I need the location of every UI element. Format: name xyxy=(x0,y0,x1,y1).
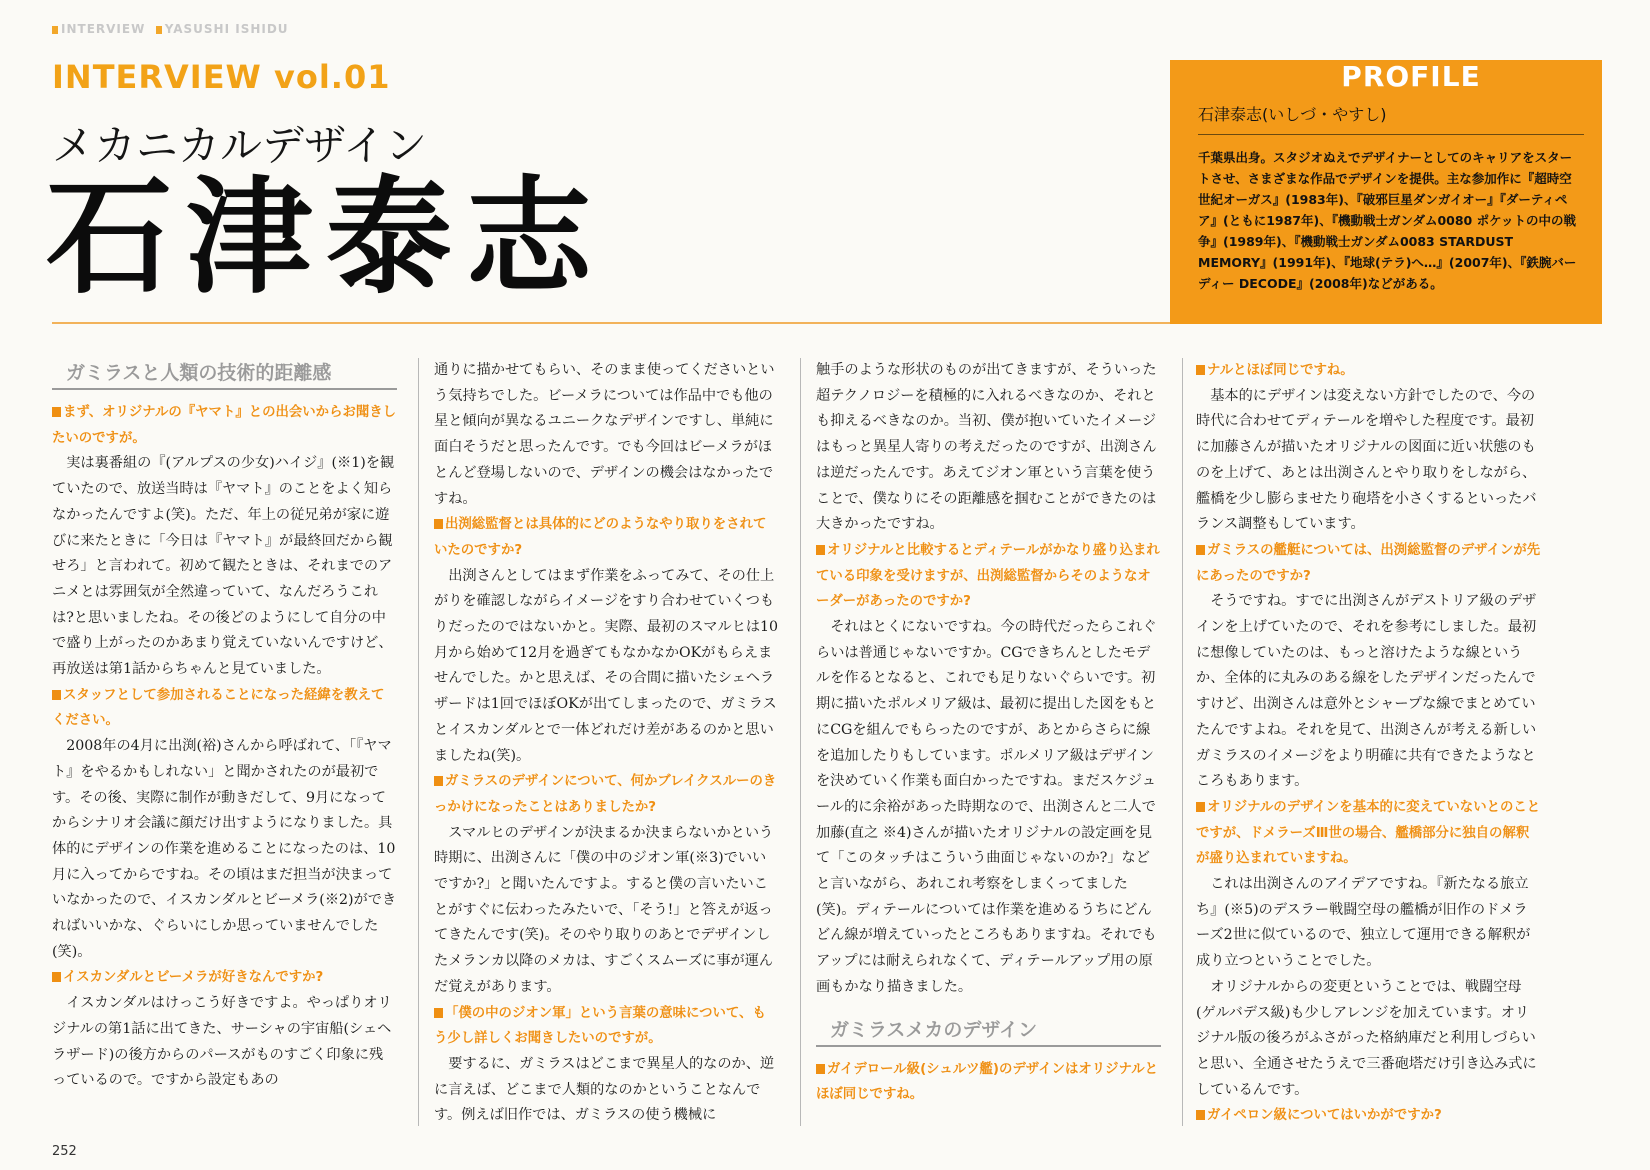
section-heading xyxy=(816,1015,1161,1047)
answer-continuation xyxy=(816,358,1161,538)
text-column-1 xyxy=(52,358,397,1128)
interview-answer xyxy=(1196,872,1541,975)
paragraph-text: 実は裏番組の『(アルプスの少女)ハイジ』(※1)を観ていたので、放送当時は『ヤマト』のことをよく知らなかったんですよ(笑)。ただ、年上の従兄弟が家に遊びに来たときに「今日は『ヤマト』が最終回だから観せろ」と言われて。初めて観たときは、それまでのアニメとは雰囲気が全然違っていて、なんだろうこれは?と思いましたね。その後どのようにして自分の中で盛り上がったのかあまり覚えていないんですけど、再放送は第1話からちゃんと見ていました。 xyxy=(52,455,395,678)
header-tag-name: YASUSHI ISHIDU xyxy=(164,22,289,36)
interview-answer xyxy=(434,564,779,770)
question-marker-icon xyxy=(816,1064,825,1074)
interview-question xyxy=(434,769,779,820)
question-marker-icon xyxy=(1196,365,1205,375)
interview-question xyxy=(1196,538,1541,589)
interviewee-name: 石津泰志 xyxy=(46,163,606,311)
paragraph-text: ガミラスと人類の技術的距離感 xyxy=(66,362,332,384)
orange-square-icon xyxy=(52,26,58,34)
paragraph-text: 触手のような形状のものが出てきますが、そういった超テクノロジーを積極的に入れるべきなのか、それとも抑えるべきなのか。当初、僕が抱いていたイメージはもっと異星人寄りの考えだったのですが、出渕さんは逆だったんです。あえてジオン軍という言葉を使うことで、僕なりにその距離感を掴むことができたのは大きかったですね。 xyxy=(816,362,1157,533)
text-column-3 xyxy=(816,358,1161,1128)
interview-question xyxy=(1196,795,1541,872)
paragraph-text: 要するに、ガミラスはどこまで異星人的なのか、逆に言えば、どこまで人類的なのかということなんです。例えば旧作では、ガミラスの使う機械に xyxy=(434,1055,775,1124)
paragraph-text: 2008年の4月に出渕(裕)さんから呼ばれて、「『ヤマト』をやるかもしれない」と聞かされたのが最初です。その後、実際に制作が動きだして、9月になってからシナリオ会議に顔だけ出すようになりました。具体的にデザインの作業を進めることになったのは、10月に入ってからですね。その頃はまだ担当が決まっていなかったので、イスカンダルとビーメラ(※2)ができればいいかな、ぐらいにしか思っていませんでした(笑)。 xyxy=(52,738,397,960)
profile-body: 千葉県出身。スタジオぬえでデザイナーとしてのキャリアをスタートさせ、さまざまな作品でデザインを提供。主な参加作に『超時空世紀オーガス』(1983年)、『破邪巨星ダンガイオー』『ダーティペア』(ともに1987年)、『機動戦士ガンダム0080 ポケットの中の戦争』(1989年)、『機動戦士ガンダム0083 STARDUST MEMORY』(1991年)、『地球(テラ)へ…』(2007年)、『鉄腕バーディー DECODE』(2008年)などがある。 xyxy=(1198,150,1577,291)
section-heading xyxy=(52,358,397,390)
paragraph-text: まず、オリジナルの『ヤマト』との出会いからお聞きしたいのですが。 xyxy=(52,405,397,446)
column-divider xyxy=(800,358,801,1126)
interview-question xyxy=(52,965,397,991)
question-marker-icon xyxy=(1196,1110,1205,1120)
header-tags xyxy=(52,22,289,36)
paragraph-text: 基本的にデザインは変えない方針でしたので、今の時代に合わせてディテールを増やした程度です。最初に加藤さんが描いたオリジナルの図面に近い状態のものを上げて、あとは出渕さんとやり取りをしながら、艦橋を少し膨らませたり砲塔を小さくするといったバランス調整もしています。 xyxy=(1196,387,1537,533)
orange-square-icon xyxy=(156,26,162,34)
answer-continuation xyxy=(434,358,779,512)
question-marker-icon xyxy=(1196,802,1205,812)
profile-name: 石津泰志(いしづ・やすし) xyxy=(1198,105,1387,124)
interview-answer xyxy=(1196,589,1541,795)
interview-question xyxy=(816,538,1161,615)
paragraph-text: ガミラスメカのデザイン xyxy=(830,1018,1038,1041)
question-marker-icon xyxy=(1196,545,1205,555)
paragraph-text: ガイペロン級についてはいかがですか? xyxy=(1207,1108,1442,1124)
question-marker-icon xyxy=(816,545,825,555)
paragraph-text: ガミラスの艦艇については、出渕総監督のデザインが先にあったのですか? xyxy=(1196,542,1541,584)
paragraph-text: これは出渕さんのアイデアですね。『新たなる旅立ち』(※5)のデスラー戦闘空母の艦橋が旧作のドメラーズ2世に似ているので、独立して運用できる解釈が成り立つということでした。 xyxy=(1196,876,1531,970)
title-divider xyxy=(52,322,1170,324)
column-divider xyxy=(418,358,419,1126)
interview-question xyxy=(1196,1103,1541,1128)
question-marker-icon xyxy=(52,690,61,700)
question-marker-icon xyxy=(434,776,443,786)
interview-answer xyxy=(52,451,397,682)
paragraph-text: スマルヒのデザインが決まるか決まらないかという時期に、出渕さんに「僕の中のジオン軍(※3)でいいですか?」と聞いたんですよ。すると僕の言いたいことがすぐに伝わったみたいで、「そう!」と答えが返ってきたんです(笑)。そのやり取りのあとでデザインしたメランカ以降のメカは、すごくスムーズに事が運んだ覚えがあります。 xyxy=(434,824,774,995)
interview-answer xyxy=(52,734,397,965)
header-tag-interview: INTERVIEW xyxy=(61,22,146,36)
paragraph-text: 通りに描かせてもらい、そのまま使ってくださいという気持ちでした。ビーメラについては作品中でも他の星と傾向が異なるユニークなデザインですし、単純に面白そうだと思ったんです。でも今回はビーメラがほとんど登場しないので、デザインの機会はなかったですね。 xyxy=(434,362,775,507)
text-column-2 xyxy=(434,358,779,1128)
question-marker-icon xyxy=(52,972,61,982)
paragraph-text: ガイデロール級(シュルツ艦)のデザインはオリジナルとほぼ同じですね。 xyxy=(816,1061,1159,1103)
interview-volume-label: INTERVIEW vol.01 xyxy=(52,58,391,96)
profile-divider xyxy=(1198,134,1584,135)
interview-answer xyxy=(1196,975,1541,1104)
paragraph-text: オリジナルと比較するとディテールがかなり盛り込まれている印象を受けますが、出渕総監督からそのようなオーダーがあったのですか? xyxy=(816,542,1160,610)
paragraph-text: そうですね。すでに出渕さんがデストリア級のデザインを上げていたので、それを参考にしました。最初に想像していたのは、もっと溶けたような線というか、全体的に丸みのある線をしたデザインだったんですけど、出渕さんは意外とシャープな線でまとめていたんですよね。それを見て、出渕さんが考える新しいガミラスのイメージをより明確に共有できたようなところもあります。 xyxy=(1196,593,1537,790)
profile-title: PROFILE xyxy=(1341,60,1481,93)
interview-answer xyxy=(52,991,397,1094)
column-divider xyxy=(1182,358,1183,1126)
interview-question xyxy=(816,1057,1161,1108)
interview-question xyxy=(52,400,397,451)
question-marker-icon xyxy=(434,519,443,529)
paragraph-text: ガミラスのデザインについて、何かブレイクスルーのきっかけになったことはありましたか? xyxy=(434,774,777,815)
interview-question xyxy=(434,512,779,563)
interview-answer xyxy=(816,615,1161,1001)
paragraph-text: それはとくにないですね。今の時代だったらこれぐらいは普通じゃないですか。CGできちんとしたモデルを作るとなると、これでも足りないぐらいです。初期に描いたポルメリア級は、最初に提出した図をもとにCGを組んでもらったのですが、あとからさらに線を追加したりもしています。ポルメリア級はデザインを決めていく作業も面白かったですね。まだスケジュール的に余裕があった時期なので、出渕さんと二人で加藤(直之 ※4)さんが描いたオリジナルの設定画を見て「このタッチはこういう曲面じゃないのか?」などと言いながら、あれこれ考察をしまくってました(笑)。ディテールについては作業を進めるうちにどんどん線が増えていったところもありますね。それでもアップには耐えられなくて、ディテールアップ用の原画もかなり描きました。 xyxy=(816,619,1157,995)
article-subtitle: メカニカルデザイン xyxy=(52,121,428,170)
interview-question xyxy=(1196,358,1541,384)
profile-box xyxy=(1170,60,1602,324)
paragraph-text: ナルとほぼ同じですね。 xyxy=(1207,363,1354,378)
interview-question xyxy=(52,683,397,734)
paragraph-text: 出渕総監督とは具体的にどのようなやり取りをされていたのですか? xyxy=(434,517,767,558)
interview-answer xyxy=(1196,384,1541,538)
paragraph-text: イスカンダルはけっこう好きですよ。やっぱりオリジナルの第1話に出てきた、サーシャの宇宙船(シェヘラザード)の後方からのパースがものすごく印象に残っているので。ですから設定もあの xyxy=(52,995,392,1089)
paragraph-text: イスカンダルとビーメラが好きなんですか? xyxy=(63,970,324,986)
paragraph-text: オリジナルからの変更ということでは、戦闘空母(ゲルバデス級)も少しアレンジを加えています。オリジナル版の後ろがふさがった格納庫だと利用しづらいと思い、全通させたうえで三番砲塔だけ引き込み式にしているんです。 xyxy=(1196,978,1537,1098)
text-column-4 xyxy=(1196,358,1541,1128)
interview-question xyxy=(434,1001,779,1052)
paragraph-text: 「僕の中のジオン軍」という言葉の意味について、もう少し詳しくお聞きしたいのですが。 xyxy=(434,1005,766,1047)
interview-answer xyxy=(434,821,779,1001)
paragraph-text: スタッフとして参加されることになった経緯を教えてください。 xyxy=(52,687,385,729)
question-marker-icon xyxy=(434,1008,443,1018)
page-number: 252 xyxy=(52,1144,77,1159)
paragraph-text: オリジナルのデザインを基本的に変えていないとのことですが、ドメラーズⅢ世の場合、艦橋部分に独自の解釈が盛り込まれていますね。 xyxy=(1196,799,1541,867)
question-marker-icon xyxy=(52,407,61,417)
interview-answer xyxy=(434,1052,779,1128)
paragraph-text: 出渕さんとしてはまず作業をふってみて、その仕上がりを確認しながらイメージをすり合わせていくつもりだったのではないかと。実際、最初のスマルヒは10月から始めて12月を過ぎてもなかなかOKがもらえませんでした。かと思えば、その合間に描いたシェヘラザードは1回でほぼOKが出てしまったので、ガミラスとイスカンダルとで一体どれだけ差があるのかと思いましたね(笑)。 xyxy=(434,567,779,764)
